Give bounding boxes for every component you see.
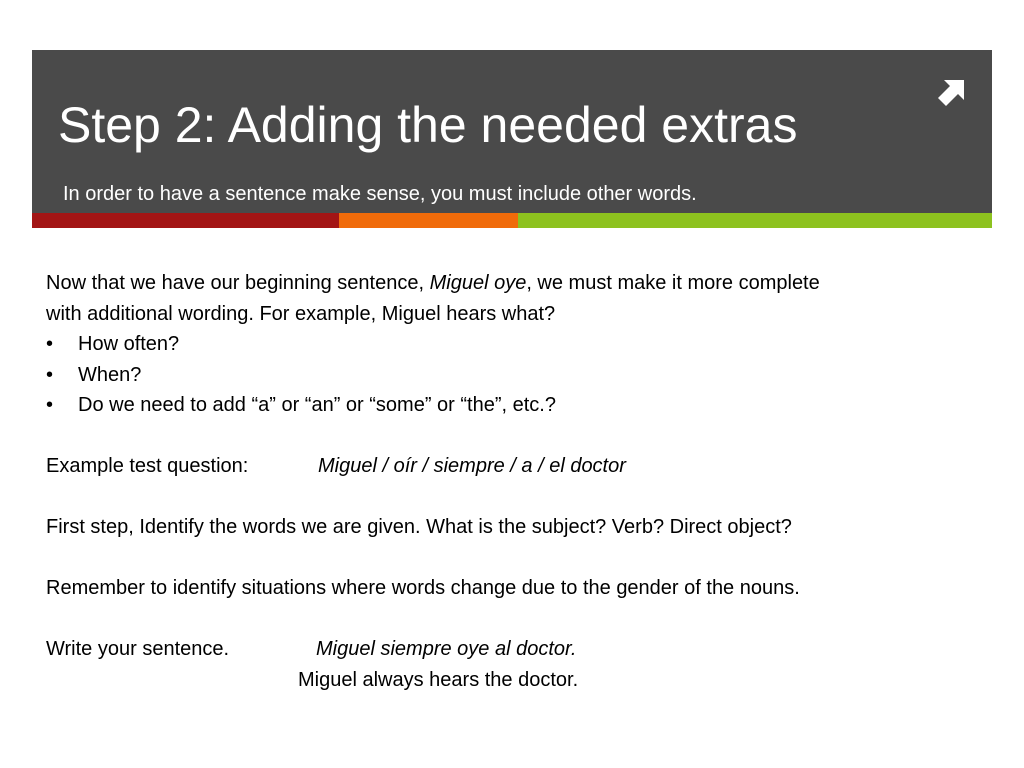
- bullet-item: [46, 390, 986, 421]
- accent-stripe-green: [518, 213, 992, 228]
- intro-italic-phrase: Miguel oye: [429, 272, 527, 294]
- bullet-dot: •: [46, 394, 54, 416]
- bullet-item: [46, 329, 986, 360]
- write-spanish-sentence: Miguel siempre oye al doctor.: [316, 638, 577, 660]
- accent-stripe-orange: [339, 213, 518, 228]
- intro-text: Now that we have our beginning sentence,: [46, 272, 430, 294]
- slide-body: [46, 268, 986, 695]
- example-line: [46, 451, 986, 482]
- intro-line-1: [46, 268, 986, 299]
- intro-text-end: , we must make it more complete: [526, 272, 820, 294]
- write-label: Write your sentence.: [46, 638, 230, 660]
- example-label: Example test question:: [46, 455, 249, 477]
- write-english-sentence: Miguel always hears the doctor.: [298, 668, 579, 691]
- arrow-up-right-icon: [936, 70, 974, 108]
- bullet-dot: •: [46, 333, 54, 355]
- accent-stripe-red: [32, 213, 339, 228]
- bullet-text: When?: [78, 363, 142, 386]
- slide-title: Step 2: Adding the needed extras: [58, 97, 798, 153]
- write-line: [46, 634, 986, 665]
- remember-line: Remember to identify situations where words change due to the gender of the nouns.: [46, 577, 800, 599]
- bullet-text: Do we need to add “a” or “an” or “some” or “the”, etc.?: [78, 394, 556, 416]
- example-value: Miguel / oír / siempre / a / el doctor: [318, 455, 626, 477]
- bullet-text: How often?: [78, 333, 180, 355]
- bullet-item: [46, 360, 986, 391]
- first-step-line: First step, Identify the words we are given. What is the subject? Verb? Direct object?: [46, 516, 792, 538]
- slide-header: [32, 50, 992, 213]
- slide-subtitle: In order to have a sentence make sense, you must include other words.: [63, 183, 697, 205]
- intro-line-2: with additional wording. For example, Miguel hears what?: [46, 302, 556, 325]
- bullet-dot: •: [46, 363, 54, 386]
